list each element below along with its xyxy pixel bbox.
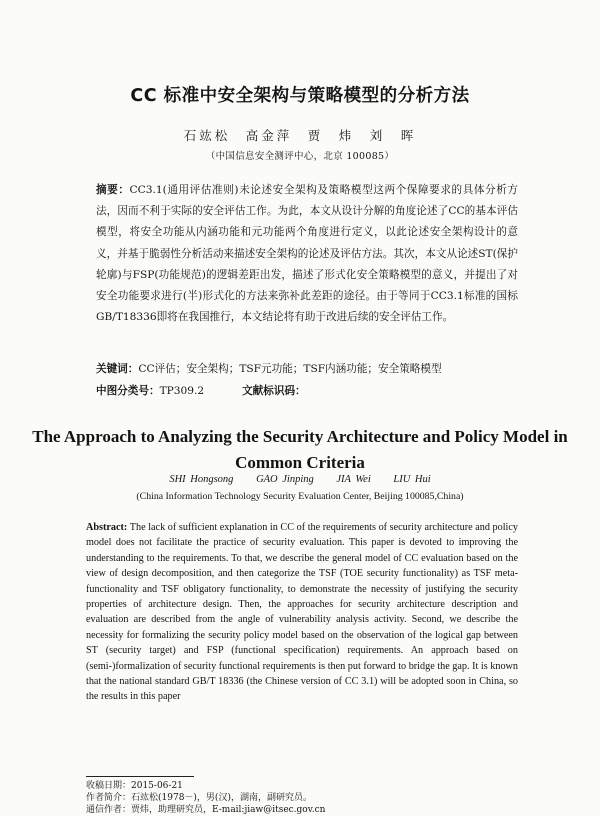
document-code-label: 文献标识码： <box>242 385 306 397</box>
received-date: 收稿日期：2015-06-21 <box>86 781 183 791</box>
english-abstract-label: Abstract: <box>86 522 128 533</box>
classification-label: 中图分类号： <box>96 385 160 397</box>
chinese-affiliation: （中国信息安全测评中心，北京 100085） <box>205 151 395 162</box>
chinese-abstract-label: 摘要： <box>96 184 130 196</box>
english-authors <box>0 474 600 485</box>
author-bio: 作者简介：石竑松(1978－)，男(汉)，湖南，副研究员。 <box>86 793 312 803</box>
english-abstract <box>86 520 518 705</box>
english-affiliation: (China Information Technology Security Evaluation Center, Beijing 100085,China) <box>136 491 464 502</box>
chinese-classification <box>96 382 518 400</box>
chinese-keywords-text: CC评估；安全架构；TSF元功能；TSF内涵功能；安全策略模型 <box>138 363 442 375</box>
chinese-authors: 石竑松 高金萍 贾 炜 刘 晖 <box>183 128 417 143</box>
english-author: GAO Jinping <box>256 474 314 485</box>
footnote-divider <box>86 776 194 777</box>
english-abstract-text: The lack of sufficient explanation in CC of the requirements of security architecture and policy model does not facilitate the practice of security evaluation. This paper is devoted to improving the understanding to the requirements. To that, we describe the general model of CC evaluation based on the view of design decomposition, and then categorize the TSF (TOE security functionality) as TSF meta-functionality and TSF obligatory functionality, to demonstrate the necessity of justifying the security properties of architecture design. Then, the approaches for security architecture description and evaluation are described from the angle of vulnerability analysis activity. Second, we describe the necessity for formalizing the security policy model based on the observation of the logical gap between ST (security target) and FSP (functional specification) requirements. An approach based on (semi-)formalization of security functional requirements is then put forward to bridge the gap. It is known that the national standard GB/T 18336 (the Chinese version of CC 3.1) will be adopted soon in China, so the results in this paper <box>86 522 518 703</box>
contact-info: 通信作者：贾炜，助理研究员，E-mail:jiaw@itsec.gov.cn <box>86 805 326 815</box>
chinese-abstract-text: CC3.1(通用评估准则)未论述安全架构及策略模型这两个保障要求的具体分析方法，因而不利于实际的安全评估工作。为此，本文从设计分解的角度论述了CC的基本评估模型，将安全功能从内涵功能和元功能两个角度进行定义，以此论述安全架构设计的意义，并基于脆弱性分析活动来描述安全架构的论述及评估方法。其次，本文从论述ST(保护轮廓)与FSP(功能规范)的逻辑差距出发，描述了形式化安全策略模型的意义，并提出了对安全功能要求进行(半)形式化的方法来弥补此差距的途径。由于等同于CC3.1标准的国标GB/T18336即将在我国推行，本文结论将有助于改进后续的安全评估工作。 <box>96 184 519 324</box>
chinese-keywords <box>96 360 518 378</box>
english-author: LIU Hui <box>393 474 431 485</box>
english-author: JIA Wei <box>336 474 371 485</box>
classification-number: TP309.2 <box>159 385 205 397</box>
chinese-title: CC 标准中安全架构与策略模型的分析方法 <box>130 86 470 106</box>
english-author: SHI Hongsong <box>169 474 234 485</box>
english-title: The Approach to Analyzing the Security Architecture and Policy Model in Common Criteria <box>32 427 568 472</box>
chinese-abstract <box>96 180 518 328</box>
chinese-keywords-label: 关键词： <box>96 363 139 375</box>
